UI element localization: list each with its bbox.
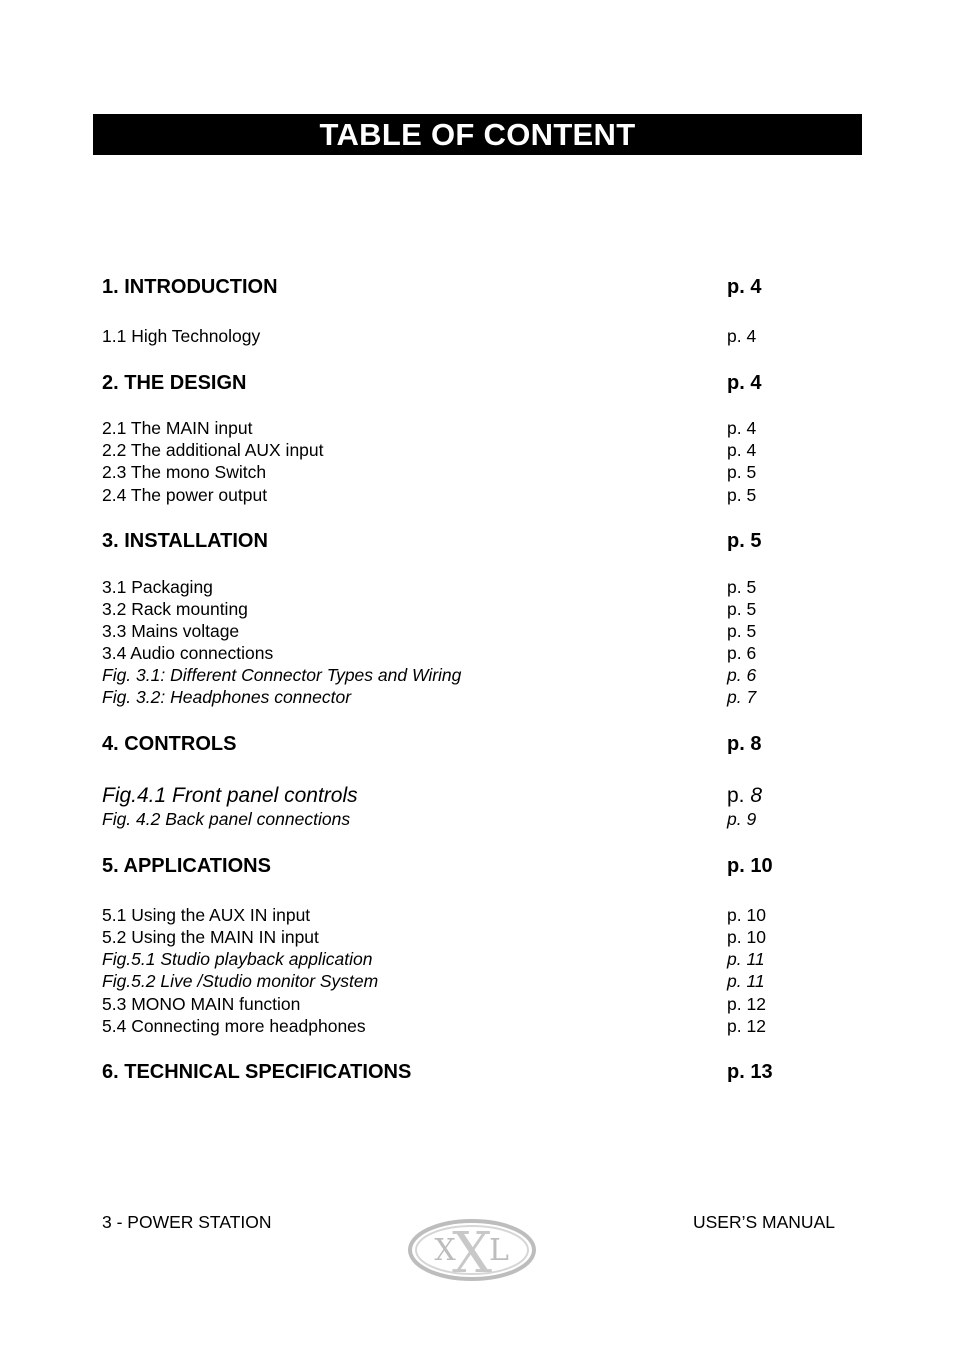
svg-text:X: X bbox=[434, 1233, 456, 1268]
toc-page: p. 10 bbox=[727, 927, 766, 947]
toc-label: 2.1 The MAIN input bbox=[102, 418, 253, 438]
toc-page: p. 12 bbox=[727, 994, 766, 1014]
toc-page: p. 4 bbox=[727, 418, 757, 438]
toc-label: 3.3 Mains voltage bbox=[102, 621, 240, 641]
toc-page: p. 6 bbox=[727, 643, 757, 663]
toc-page: p. 7 bbox=[727, 687, 757, 707]
toc-page: p. 10 bbox=[727, 855, 773, 877]
toc-page: p. 5 bbox=[727, 462, 757, 482]
toc-page: p. 9 bbox=[727, 809, 757, 829]
toc-page: p. 5 bbox=[727, 599, 757, 619]
toc-page: p. 4 bbox=[727, 276, 762, 298]
page-title-bar bbox=[93, 114, 862, 155]
toc-label: Fig. 3.2: Headphones connector bbox=[102, 687, 352, 707]
toc-label: 3. INSTALLATION bbox=[102, 530, 268, 552]
toc-page bbox=[727, 783, 762, 809]
toc-label: 5.2 Using the MAIN IN input bbox=[102, 927, 319, 947]
toc-label: 3.4 Audio connections bbox=[102, 643, 274, 663]
toc-label: 2. THE DESIGN bbox=[102, 372, 247, 394]
toc-label: Fig.4.1 Front panel controls bbox=[102, 784, 358, 807]
toc-page: p. 8 bbox=[727, 733, 762, 755]
toc-page-prefix: p. bbox=[727, 784, 751, 807]
toc-label: Fig. 4.2 Back panel connections bbox=[102, 809, 351, 829]
toc-label: 3.1 Packaging bbox=[102, 577, 213, 597]
toc-page: p. 5 bbox=[727, 530, 762, 552]
toc-label: 3.2 Rack mounting bbox=[102, 599, 248, 619]
toc-page: p. 4 bbox=[727, 326, 757, 346]
toc-page: p. 5 bbox=[727, 577, 757, 597]
toc-label: 5.4 Connecting more headphones bbox=[102, 1016, 366, 1036]
toc-page: p. 4 bbox=[727, 440, 757, 460]
toc-page: p. 6 bbox=[727, 665, 757, 685]
toc-label: Fig.5.2 Live /Studio monitor System bbox=[102, 971, 379, 991]
toc-label: 2.4 The power output bbox=[102, 485, 268, 505]
toc-label: 6. TECHNICAL SPECIFICATIONS bbox=[102, 1061, 412, 1083]
footer-manual-label: USER’S MANUAL bbox=[693, 1212, 835, 1232]
toc-page-number: 8 bbox=[750, 784, 763, 807]
svg-text:X: X bbox=[452, 1221, 492, 1284]
toc-label: 2.2 The additional AUX input bbox=[102, 440, 324, 460]
xxl-logo-icon bbox=[407, 1216, 537, 1284]
svg-text:L: L bbox=[489, 1233, 509, 1268]
toc-label: 5.1 Using the AUX IN input bbox=[102, 905, 311, 925]
toc-label: Fig.5.1 Studio playback application bbox=[102, 949, 373, 969]
toc-page: p. 4 bbox=[727, 372, 762, 394]
toc-page: p. 5 bbox=[727, 485, 757, 505]
toc-page: p. 11 bbox=[727, 949, 765, 969]
toc-label: Fig. 3.1: Different Connector Types and Wiring bbox=[102, 665, 462, 685]
toc-label: 1.1 High Technology bbox=[102, 326, 261, 346]
page-title: TABLE OF CONTENT bbox=[319, 117, 636, 152]
footer-page-info: 3 - POWER STATION bbox=[102, 1212, 272, 1232]
toc-label: 4. CONTROLS bbox=[102, 733, 237, 755]
toc-page: p. 11 bbox=[727, 971, 765, 991]
toc-page: p. 13 bbox=[727, 1061, 773, 1083]
toc-page: p. 5 bbox=[727, 621, 757, 641]
toc-label: 2.3 The mono Switch bbox=[102, 462, 267, 482]
toc-label: 5.3 MONO MAIN function bbox=[102, 994, 301, 1014]
toc-label: 5. APPLICATIONS bbox=[102, 855, 271, 877]
toc-page: p. 10 bbox=[727, 905, 766, 925]
toc-page: p. 12 bbox=[727, 1016, 766, 1036]
toc-label: 1. INTRODUCTION bbox=[102, 276, 278, 298]
